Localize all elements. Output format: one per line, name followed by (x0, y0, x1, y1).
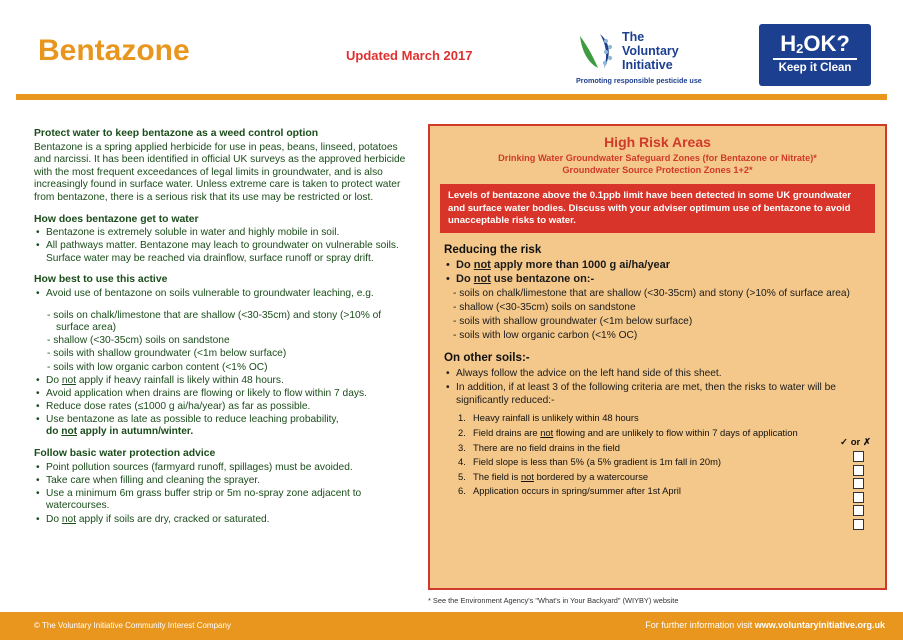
section-protect-water (34, 128, 409, 205)
list-item: Field slope is less than 5% (a 5% gradient is 1m fall in 20m) (473, 456, 722, 468)
footer-website-link[interactable]: www.voluntaryinitiative.org.uk (754, 620, 885, 630)
h2ok-logo (759, 24, 871, 86)
tick-column-header: ✓ or ✗ (839, 437, 871, 448)
criteria-checkbox-3[interactable] (853, 478, 864, 489)
intro-heading: Protect water to keep bentazone as a weed control option (34, 128, 319, 139)
list-item: - soils with shallow groundwater (<1m below surface) (47, 348, 287, 360)
h2ok-2: 2 (796, 41, 804, 56)
list-item: • In addition, if at least 3 of the following criteria are met, then the risks to water will be significantly reduced:- (456, 381, 873, 407)
list-item: • All pathways matter. Bentazone may leach to groundwater on vulnerable soils. Surface water may be reached via drainflow, surface runoff or spray drift. (46, 240, 409, 265)
updated-date: Updated March 2017 (346, 48, 473, 63)
list-item (46, 414, 409, 439)
list-item: • Avoid use of bentazone on soils vulnerable to groundwater leaching, e.g. (46, 288, 409, 301)
list-item: The field is not bordered by a watercourse (473, 470, 649, 482)
voluntary-initiative-logo (576, 28, 751, 90)
list-item: - soils on chalk/limestone that are shallow (<30-35cm) and stony (>10% of surface area) (453, 288, 850, 300)
criteria-checkbox-column[interactable] (853, 451, 867, 533)
list-item: - soils on chalk/limestone that are shallow (<30-35cm) and stony (>10% of surface area) (47, 309, 382, 334)
criteria-checkbox-4[interactable] (853, 492, 864, 503)
how-gets-list (34, 227, 409, 265)
list-item: - shallow (<30-35cm) soils on sandstone (453, 302, 636, 314)
panel-title: High Risk Areas (604, 134, 711, 150)
list-item: • Always follow the advice on the left hand side of this sheet. (456, 367, 873, 380)
other-soils-list (444, 367, 873, 407)
criteria-checkbox-2[interactable] (853, 465, 864, 476)
list-item: • Do not apply if heavy rainfall is likely within 48 hours. (46, 375, 409, 388)
late-use-emphasis: do not apply in autumn/winter. (46, 426, 194, 438)
h2ok-h: H (780, 31, 797, 56)
h2ok-divider (773, 58, 857, 60)
section-basic-water-protection (34, 448, 409, 526)
list-item: Heavy rainfall is unlikely within 48 hours (473, 412, 639, 424)
list-item: • Reduce dose rates (≤1000 g ai/ha/year) as far as possible. (46, 401, 409, 414)
basic-advice-list (34, 462, 409, 526)
list-item: • Point pollution sources (farmyard runoff, spillages) must be avoided. (46, 462, 409, 475)
late-use-text: Use bentazone as late as possible to reduce leaching probability, (46, 413, 339, 425)
panel-subtitle-line2: Groundwater Source Protection Zones 1+2* (562, 164, 753, 175)
do-not-use-text: Do not use bentazone on:- (456, 273, 595, 286)
section-how-gets-to-water (34, 214, 409, 266)
footer-info-text: For further information visit (645, 620, 755, 630)
how-gets-heading: How does bentazone get to water (34, 213, 199, 225)
panel-footnote: * See the Environment Agency's "What's in Your Backyard" (WIYBY) website (428, 596, 679, 605)
list-item: - soils with low organic carbon content (<1% OC) (47, 361, 268, 373)
vi-logo-line3: Initiative (622, 58, 673, 72)
list-item: • Do not apply if soils are dry, cracked or saturated. (46, 514, 409, 527)
footer-info (645, 620, 885, 630)
list-item: Application occurs in spring/summer after 1st April (473, 485, 681, 497)
panel-body (430, 233, 885, 498)
page-footer (0, 612, 903, 640)
vi-logo-tagline: Promoting responsible pesticide use (576, 76, 702, 85)
basic-advice-heading: Follow basic water protection advice (34, 448, 216, 460)
how-best-list-cont (34, 375, 409, 439)
high-risk-areas-panel (428, 124, 887, 590)
list-item: - shallow (<30-35cm) soils on sandstone (47, 335, 230, 347)
h2ok-logo-tagline: Keep it Clean (778, 62, 852, 74)
list-item: • Use a minimum 6m grass buffer strip or 5m no-spray zone adjacent to watercourses. (46, 488, 409, 513)
list-item: - soils with low organic carbon (<1% OC) (453, 330, 638, 342)
how-best-list (34, 288, 409, 301)
list-item (456, 259, 873, 272)
reducing-risk-heading: Reducing the risk (444, 243, 542, 257)
panel-subtitle (430, 153, 885, 176)
warning-callout: Levels of bentazone above the 0.1ppb limit have been detected in some UK groundwater and surface water bodies. Discuss with your adviser optimum use of bentazone to avoid unacceptable risks to water. (440, 184, 875, 233)
h2ok-ok: OK? (803, 31, 850, 56)
reducing-risk-list (444, 259, 873, 286)
vi-logo-text (622, 30, 679, 72)
do-not-apply-text: Do not apply more than 1000 g ai/ha/year (456, 259, 670, 272)
h2ok-logo-main (759, 31, 871, 57)
list-item: • Avoid application when drains are flowing or likely to flow within 7 days. (46, 388, 409, 401)
copyright-text: © The Voluntary Initiative Community Interest Company (34, 621, 231, 630)
panel-subtitle-line1: Drinking Water Groundwater Safeguard Zones (for Bentazone or Nitrate)* (498, 153, 817, 163)
list-item: Field drains are not flowing and are unlikely to flow within 7 days of application (473, 427, 798, 438)
intro-paragraph: Bentazone is a spring applied herbicide for use in peas, beans, linseed, potatoes and narcissi. It has been identified in official UK surveys as the approved herbicide with the most frequent exceedances of legal limits in groundwater, and is also increasingly found in surface water. Unless extreme care is taken to protect water from bentazone, there is a serious risk that its use may be restricted or lost. (34, 141, 406, 203)
vi-leaf-icon (576, 32, 618, 72)
vi-logo-line2: Voluntary (622, 44, 679, 58)
list-item: • Bentazone is extremely soluble in water and highly mobile in soil. (46, 227, 409, 240)
vi-logo-line1: The (622, 30, 645, 44)
other-soils-heading: On other soils:- (444, 351, 530, 365)
left-advice-column (34, 128, 409, 535)
how-best-heading: How best to use this active (34, 274, 168, 286)
criteria-checkbox-6[interactable] (853, 519, 864, 530)
criteria-list (458, 411, 873, 498)
page-title: Bentazone (38, 34, 190, 67)
page-header (16, 16, 887, 100)
criteria-checkbox-5[interactable] (853, 505, 864, 516)
list-item (456, 273, 873, 286)
vulnerable-soils-sublist (34, 310, 409, 374)
do-not-use-sublist (444, 287, 873, 342)
list-item: - soils with shallow groundwater (<1m below surface) (453, 316, 693, 328)
section-how-best-to-use (34, 274, 409, 439)
criteria-checkbox-1[interactable] (853, 451, 864, 462)
list-item: • Take care when filling and cleaning the sprayer. (46, 475, 409, 488)
list-item: There are no field drains in the field (473, 441, 620, 453)
